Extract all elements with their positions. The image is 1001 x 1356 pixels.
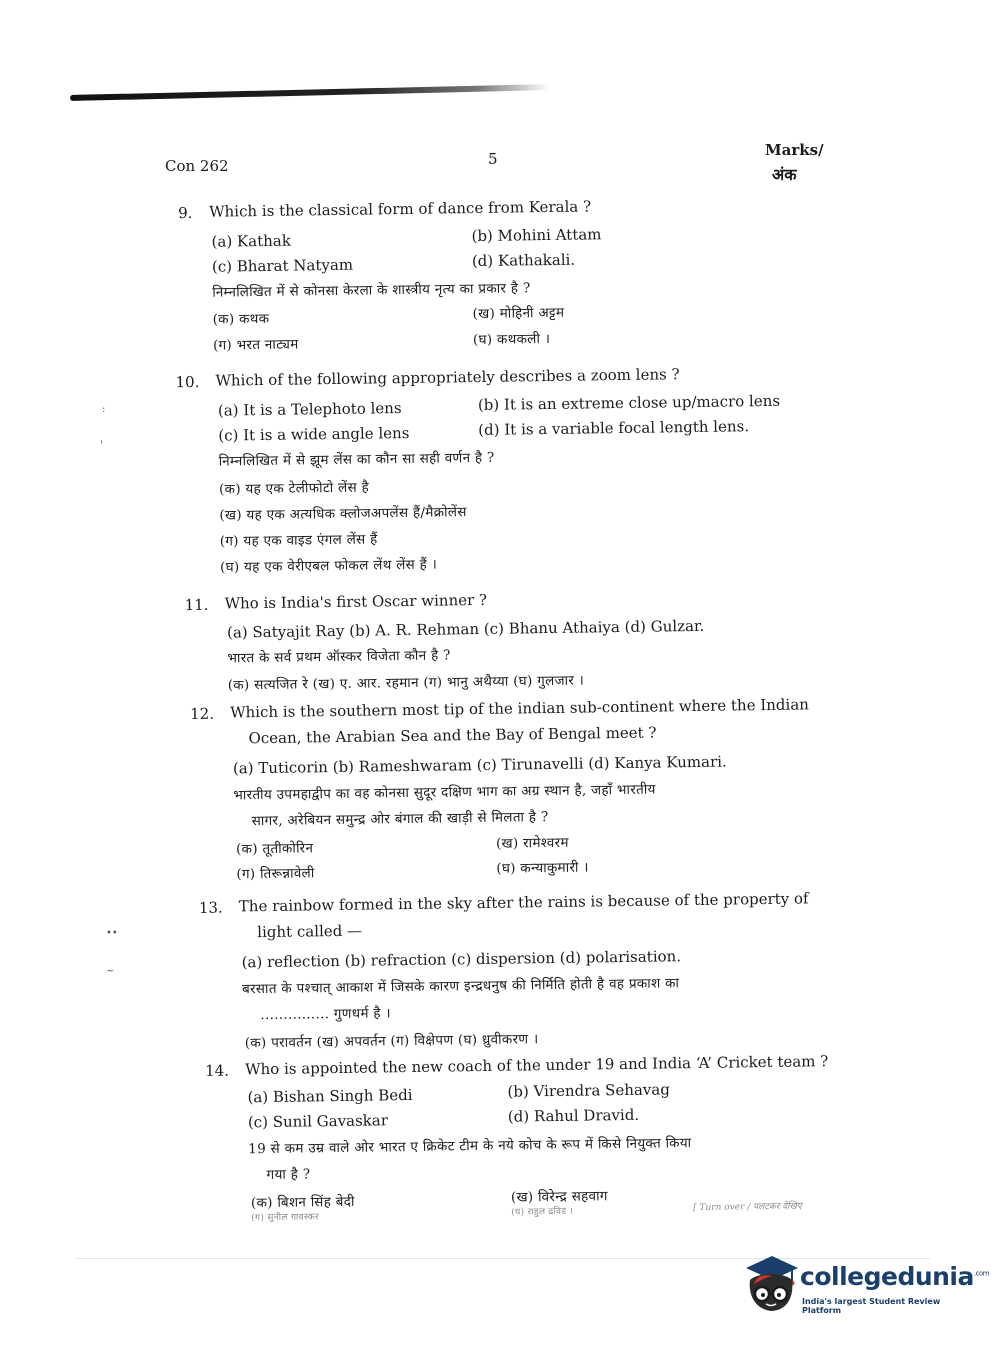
option-hindi-4: (घ) कन्याकुमारी । (496, 859, 589, 877)
option-hindi-1: (क) तूतीकोरिन (235, 840, 314, 858)
question-text: Who is India's first Oscar winner ? (224, 590, 488, 613)
margin-mark: ~ (106, 966, 115, 977)
question-text: Which of the following appropriately describes a zoom lens ? (215, 365, 680, 390)
question-text-hindi-line-1: भारतीय उपमहाद्वीप का वह कोनसा सुदूर दक्षिण भाग का अग्र स्थान है, जहाँ भारतीय (233, 781, 656, 804)
option-a: (a) It is a Telephoto lens (217, 399, 402, 420)
options-hindi: (क) परावर्तन (ख) अपवर्तन (ग) विक्षेपण (घ) ध्रुवीकरण । (244, 1031, 539, 1052)
question-text-line-2: Ocean, the Arabian Sea and the Bay of Bengal meet ? (248, 723, 657, 748)
options: (a) Satyajit Ray (b) A. R. Rehman (c) Bhanu Athaiya (d) Gulzar. (226, 616, 705, 642)
marks-label: Marks/ (765, 141, 824, 159)
option-hindi-1: (क) कथक (212, 310, 270, 328)
option-hindi-2: (ख) यह एक अत्यधिक क्लोजअपलेंस हैं/मैक्रोलेंस (219, 504, 467, 524)
option-c: (c) Sunil Gavaskar (247, 1111, 389, 1132)
question-text: Which is the classical form of dance from Kerala ? (209, 197, 592, 221)
question-number: 13. (198, 898, 223, 917)
option-hindi-1: (क) बिशन सिंह बेदी (250, 1193, 355, 1212)
option-hindi-4: (घ) यह एक वेरीएबल फोकल लेंथ लेंस हैं । (220, 556, 438, 576)
margin-mark: ' (100, 440, 103, 451)
option-a: (a) Bishan Singh Bedi (247, 1085, 413, 1107)
marks-label-hindi: अंक (772, 165, 797, 184)
option-hindi-2: (ख) विरेन्द्र सहवाग (510, 1188, 608, 1206)
options: (a) Tuticorin (b) Rameshwaram (c) Tirunavelli (d) Kanya Kumari. (232, 752, 727, 778)
option-hindi-3: (ग) भरत नाट्यम (212, 336, 299, 354)
turn-over-note: [ Turn over / पलटकर देखिए (693, 1201, 802, 1214)
scan-edge-stroke (70, 84, 550, 101)
paper-code: Con 262 (165, 157, 229, 175)
question-text-hindi-line-1: 19 से कम उम्र वाले ओर भारत ए क्रिकेट टीम के नये कोच के रूप में किसे नियुक्त किया (248, 1135, 692, 1158)
question-text-hindi-line-2: सागर, अरेबियन समुन्द्र ओर बंगाल की खाड़ी से मिलता है ? (251, 809, 549, 830)
question-number: 14. (205, 1061, 230, 1080)
option-a: (a) Kathak (211, 231, 291, 251)
question-number: 10. (175, 372, 200, 392)
option-hindi-2: (ख) मोहिनी अट्टम (472, 304, 565, 323)
question-text-line-1: Which is the southern most tip of the indian sub-continent where the Indian (230, 695, 810, 722)
logo-tagline: India's largest Student Review Platform (802, 1297, 941, 1315)
option-b: (b) It is an extreme close up/macro lens (477, 391, 781, 414)
question-text-hindi-line-1: बरसात के पश्चात् आकाश में जिसके कारण इन्द्रधनुष की निर्मिति होती है वह प्रकाश का (241, 975, 680, 998)
option-c: (c) Bharat Natyam (211, 255, 354, 276)
option-hindi-1: (क) यह एक टेलीफोटो लेंस है (218, 479, 370, 498)
logo-wordmark: collegedunia$^{.com}$ (800, 1262, 990, 1291)
option-hindi-3: (ग) यह एक वाइड एंगल लेंस हैं (219, 531, 378, 550)
page-number: 5 (488, 150, 498, 168)
collegedunia-logo (742, 1250, 990, 1320)
option-d: (d) Rahul Dravid. (507, 1105, 640, 1126)
margin-mark: : (102, 404, 106, 415)
question-text-line-1: The rainbow formed in the sky after the rains is because of the property of (238, 889, 809, 916)
option-hindi-4: (घ) राहुल द्रविड । (511, 1206, 574, 1218)
options-hindi: (क) सत्यजित रे (ख) ए. आर. रहमान (ग) भानु अथैय्या (घ) गुलजार । (227, 672, 585, 694)
option-b: (b) Virendra Sehavag (507, 1080, 671, 1101)
margin-mark: •• (106, 928, 118, 939)
question-text-hindi: भारत के सर्व प्रथम ऑस्कर विजेता कौन है ? (227, 647, 451, 667)
option-hindi-4: (घ) कथकली । (472, 330, 551, 349)
question-number: 12. (190, 704, 215, 724)
option-hindi-3: (ग) तिरून्नावेली (236, 865, 315, 883)
question-text-hindi-line-2: गया है ? (266, 1166, 311, 1184)
option-hindi-2: (ख) रामेश्वरम (495, 834, 569, 852)
option-d: (d) It is a variable focal length lens. (478, 417, 750, 439)
question-text-hindi-line-2: ............... गुणधर्म है । (260, 1005, 391, 1024)
option-hindi-3: (ग) सुनील गावस्कर (251, 1212, 320, 1224)
question-text-hindi: निम्नलिखित में से झूम लेंस का कौन सा सही वर्णन है ? (218, 449, 495, 470)
question-text-hindi: निम्नलिखित में से कोनसा केरला के शास्त्रीय नृत्य का प्रकार है ? (212, 280, 531, 301)
option-b: (b) Mohini Attam (471, 225, 602, 246)
options: (a) reflection (b) refraction (c) dispersion (d) polarisation. (241, 947, 682, 972)
question-number: 11. (184, 595, 209, 615)
question-text-line-2: light called — (257, 921, 363, 942)
option-c: (c) It is a wide angle lens (218, 423, 410, 445)
question-text: Who is appointed the new coach of the under 19 and India ‘A’ Cricket team ? (245, 1052, 829, 1079)
graduate-mascot-icon (742, 1250, 800, 1314)
option-d: (d) Kathakali. (471, 250, 576, 271)
question-number: 9. (178, 203, 193, 223)
